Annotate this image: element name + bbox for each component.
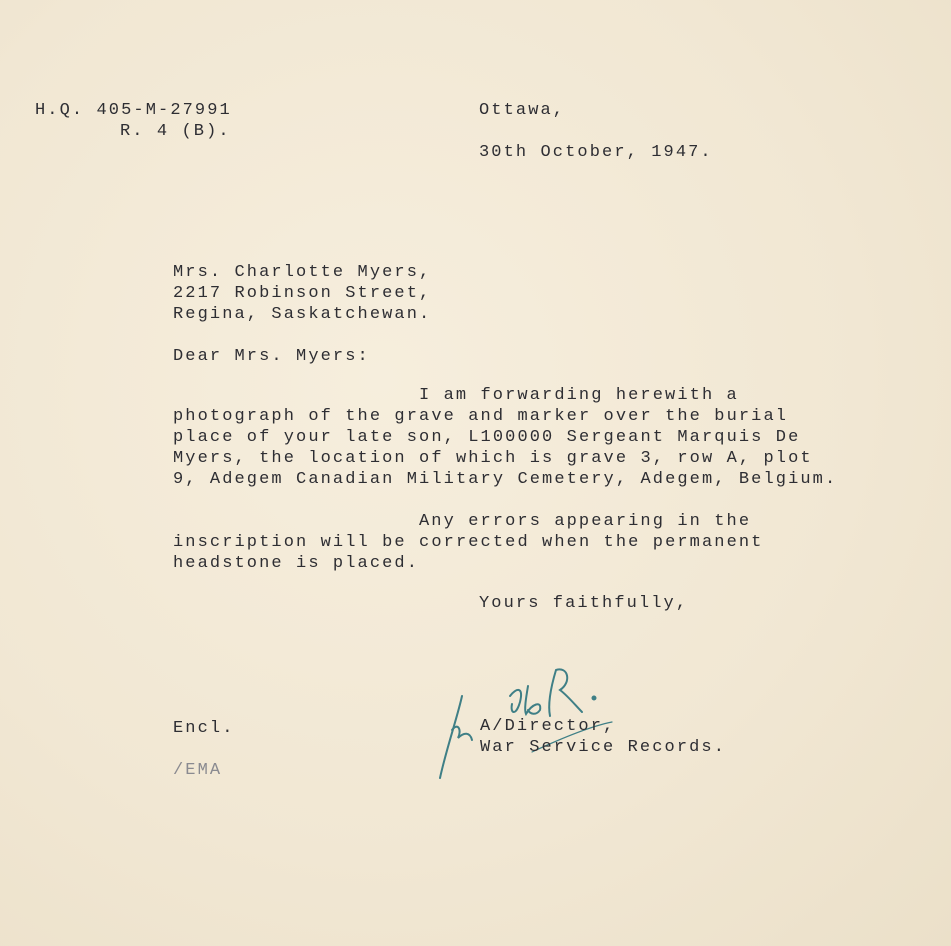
section-reference: R. 4 (B). xyxy=(120,122,231,141)
enclosure-note: Encl. xyxy=(173,719,235,738)
typist-initials: /EMA xyxy=(173,761,223,780)
closing: Yours faithfully, xyxy=(479,594,689,613)
paragraph-line: Any errors appearing in the xyxy=(419,512,752,531)
paragraph-line: inscription will be corrected when the permanent xyxy=(173,533,764,552)
paragraph-line: I am forwarding herewith a xyxy=(419,386,739,405)
paragraph-line: photograph of the grave and marker over the burial xyxy=(173,407,789,426)
place: Ottawa, xyxy=(479,101,566,120)
signatory-title: A/Director, xyxy=(480,717,616,736)
date: 30th October, 1947. xyxy=(479,143,713,162)
paragraph-line: place of your late son, L100000 Sergeant Marquis De xyxy=(173,428,801,447)
address-line: Mrs. Charlotte Myers, xyxy=(173,263,432,282)
address-line: 2217 Robinson Street, xyxy=(173,284,432,303)
paragraph-line: 9, Adegem Canadian Military Cemetery, Adegem, Belgium. xyxy=(173,470,838,489)
paragraph-line: headstone is placed. xyxy=(173,554,420,573)
file-reference: H.Q. 405-M-27991 xyxy=(35,101,232,120)
paragraph-line: Myers, the location of which is grave 3, row A, plot xyxy=(173,449,813,468)
salutation: Dear Mrs. Myers: xyxy=(173,347,370,366)
address-line: Regina, Saskatchewan. xyxy=(173,305,432,324)
signatory-department: War Service Records. xyxy=(480,738,727,757)
